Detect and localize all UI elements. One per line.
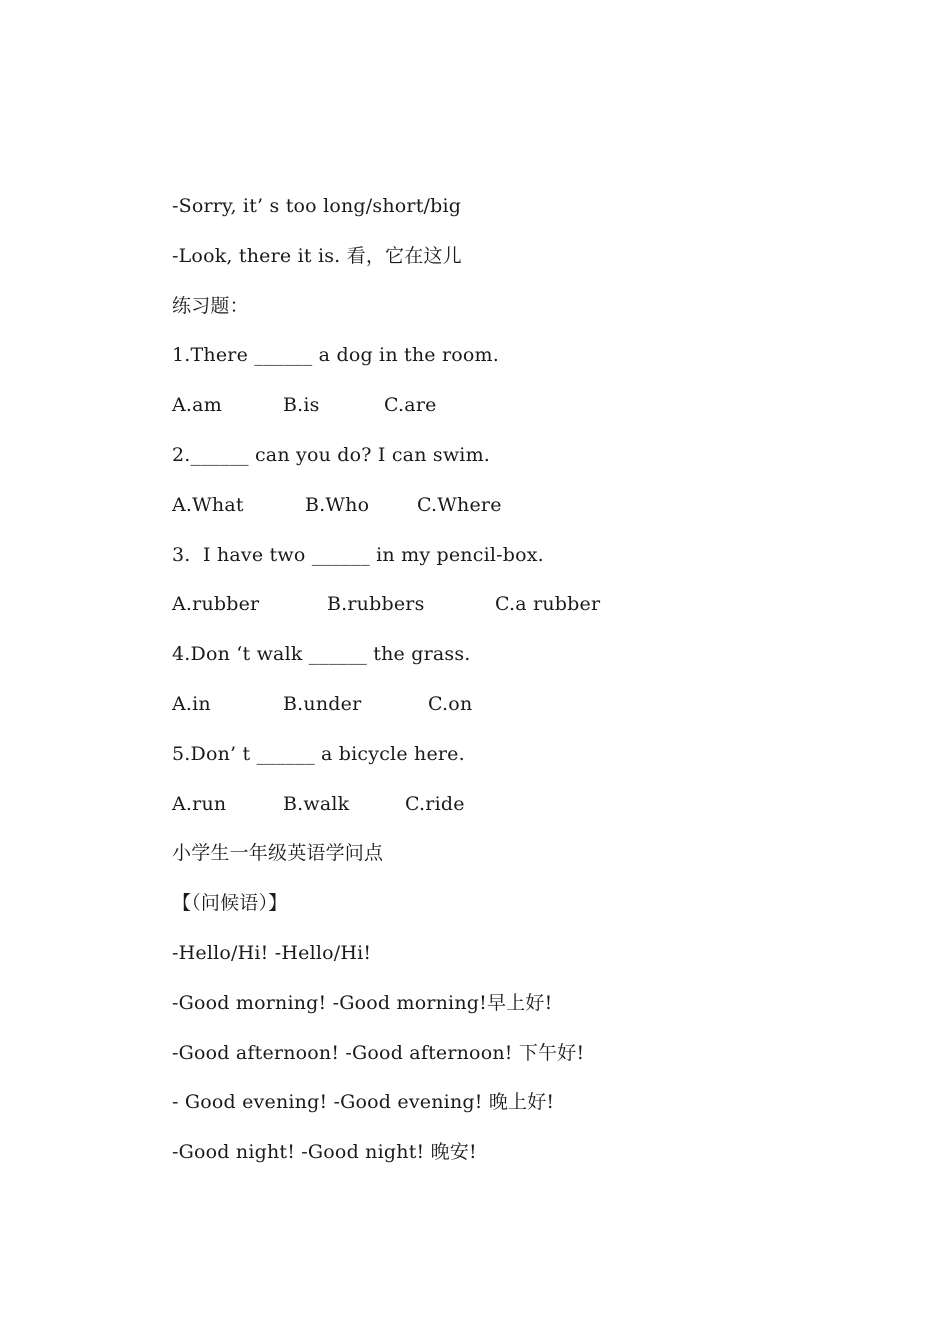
option-b: B.under xyxy=(283,692,362,715)
dialogue-line: -Sorry, it’ s too long/short/big xyxy=(172,195,462,217)
option-b: B.rubbers xyxy=(327,593,425,616)
question-stem: 5.Don’ t ______ a bicycle here. xyxy=(172,742,465,765)
option-c: C.on xyxy=(428,692,473,715)
question-stem: 4.Don ‘t walk ______ the grass. xyxy=(172,643,471,666)
question-stem: 1.There ______ a dog in the room. xyxy=(172,344,499,367)
option-c: C.ride xyxy=(405,792,465,815)
question-options xyxy=(172,487,872,537)
greeting-line: -Good night! -Good night! 晚安! xyxy=(172,1141,477,1164)
option-a: A.run xyxy=(172,792,227,815)
greeting-line: -Good afternoon! -Good afternoon! 下午好! xyxy=(172,1041,585,1064)
greeting-line: -Hello/Hi! -Hello/Hi! xyxy=(172,941,372,964)
option-c: C.are xyxy=(384,394,437,417)
question-stem: 2.______ can you do? I can swim. xyxy=(172,443,491,466)
option-c: C.a rubber xyxy=(495,593,601,616)
option-c: C.Where xyxy=(417,493,502,516)
option-b: B.walk xyxy=(283,792,350,815)
greeting-line: - Good evening! -Good evening! 晚上好! xyxy=(172,1091,555,1114)
section-title: 小学生一年级英语学问点 xyxy=(172,842,384,865)
document-body xyxy=(172,188,872,1184)
option-a: A.in xyxy=(172,692,211,715)
question-options xyxy=(172,786,872,836)
option-b: B.Who xyxy=(305,493,370,516)
option-a: A.What xyxy=(172,493,244,516)
question-options xyxy=(172,387,872,437)
exercise-heading: 练习题： xyxy=(172,294,249,317)
option-a: A.am xyxy=(172,394,222,417)
dialogue-line: -Look, there it is. 看，它在这儿 xyxy=(172,244,462,267)
option-b: B.is xyxy=(283,394,320,417)
subsection-title: 【（问候语）】 xyxy=(172,892,288,915)
greeting-line: -Good morning! -Good morning!早上好! xyxy=(172,991,553,1014)
question-stem: 3. I have two ______ in my pencil-box. xyxy=(172,543,544,566)
option-a: A.rubber xyxy=(172,593,260,616)
question-options xyxy=(172,586,872,636)
question-options xyxy=(172,686,872,736)
